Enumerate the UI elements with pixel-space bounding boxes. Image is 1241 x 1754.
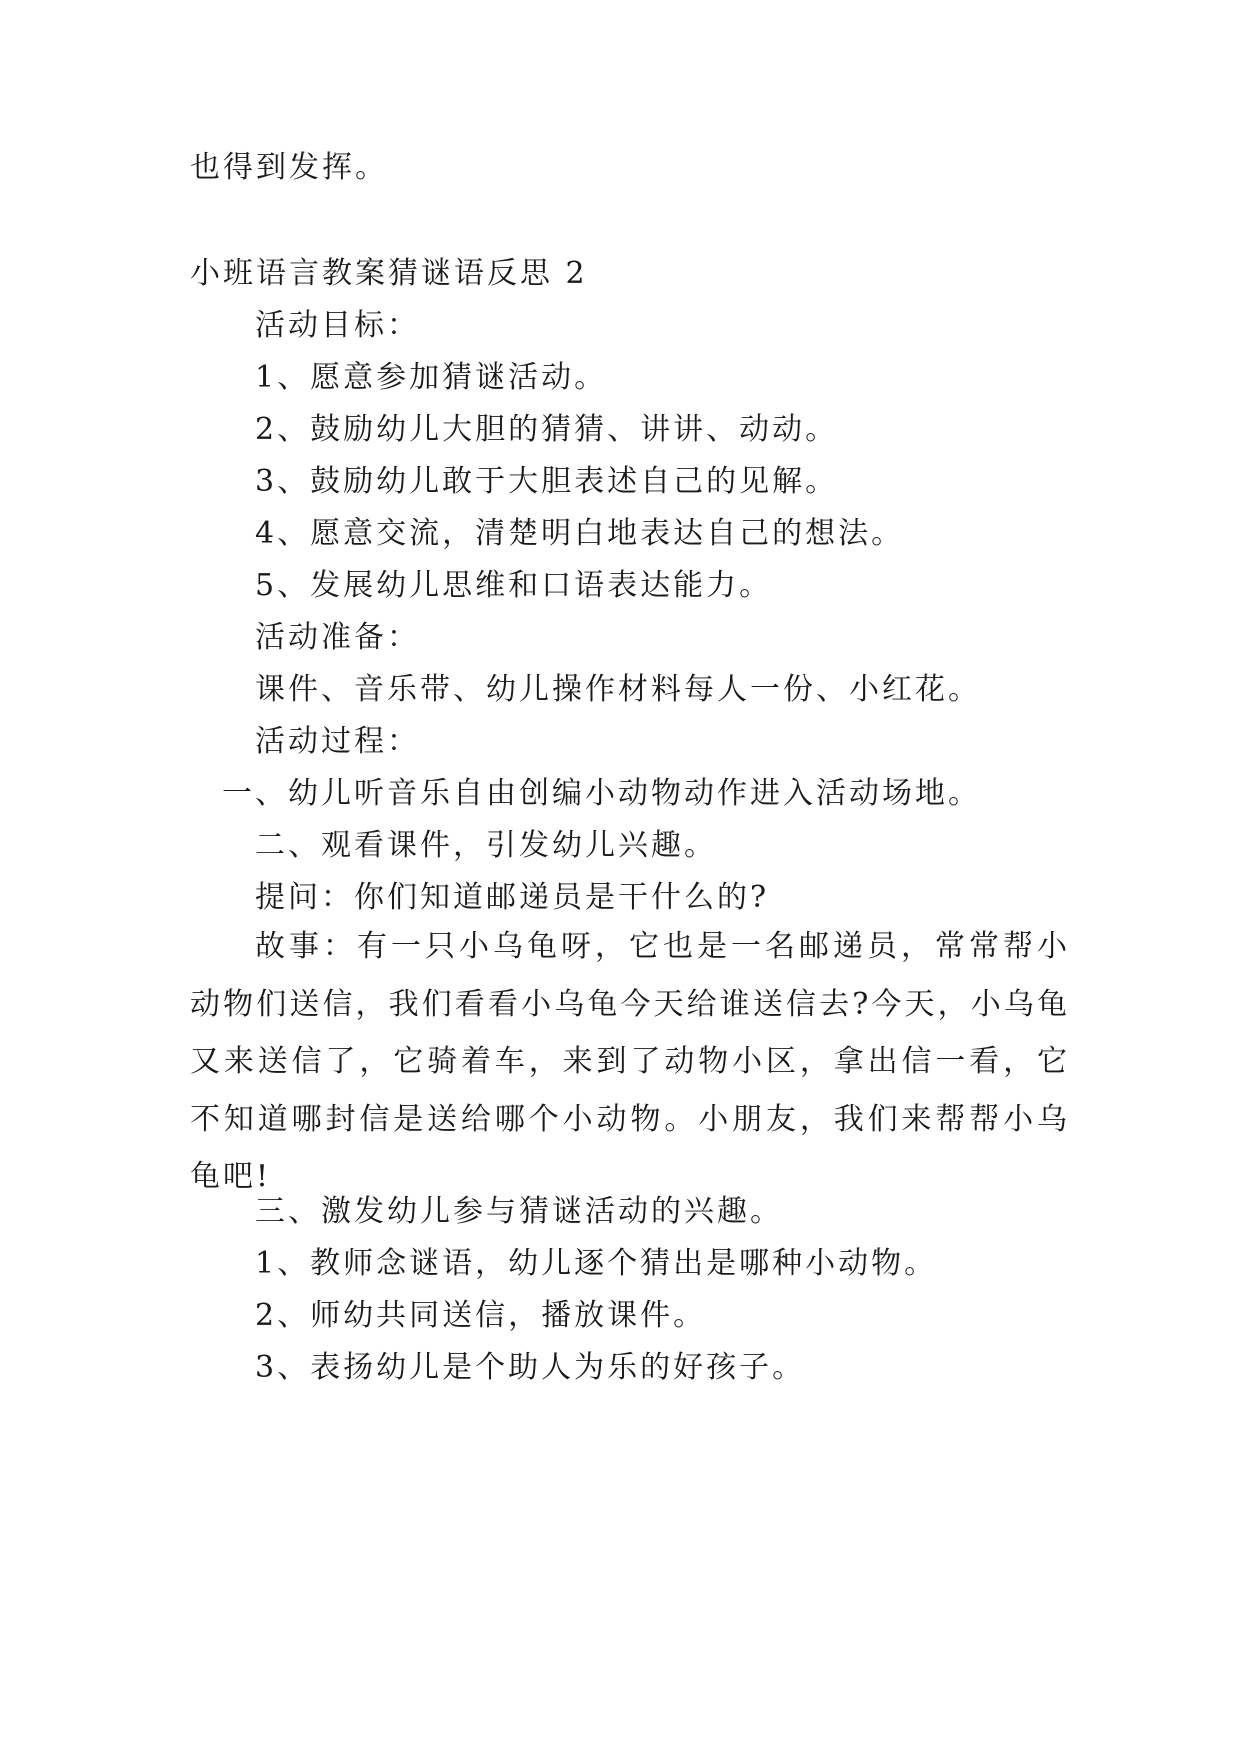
preparation-text: 课件、音乐带、幼儿操作材料每人一份、小红花。 — [255, 672, 981, 707]
goal-item-1: 1、愿意参加猜谜活动。 — [255, 360, 608, 395]
goal-item-3: 3、鼓励幼儿敢于大胆表述自己的见解。 — [255, 464, 839, 499]
sub-item-2: 2、师幼共同送信，播放课件。 — [255, 1298, 707, 1333]
goal-item-2: 2、鼓励幼儿大胆的猜猜、讲讲、动动。 — [255, 412, 839, 447]
preparation-heading: 活动准备： — [255, 620, 420, 655]
sub-item-1: 1、教师念谜语，幼儿逐个猜出是哪种小动物。 — [255, 1246, 938, 1281]
paragraph-continuation: 也得到发挥。 — [190, 150, 388, 185]
question-text: 提问：你们知道邮递员是干什么的? — [255, 880, 770, 915]
process-heading: 活动过程： — [255, 724, 420, 759]
section-title: 小班语言教案猜谜语反思 2 — [190, 256, 588, 291]
sub-item-3: 3、表扬幼儿是个助人为乐的好孩子。 — [255, 1350, 806, 1385]
goal-item-4: 4、愿意交流，清楚明白地表达自己的想法。 — [255, 516, 905, 551]
process-step-3: 三、激发幼儿参与猜谜活动的兴趣。 — [255, 1194, 783, 1229]
story-paragraph: 故事：有一只小乌龟呀，它也是一名邮递员，常常帮小动物们送信，我们看看小乌龟今天给谁送信去?今天，小乌龟又来送信了，它骑着车，来到了动物小区，拿出信一看，它不知道哪封信是送给哪个小动物。小朋友，我们来帮帮小乌龟吧! — [190, 929, 1070, 1194]
process-step-1: 一、幼儿听音乐自由创编小动物动作进入活动场地。 — [222, 776, 981, 811]
goals-heading: 活动目标： — [255, 308, 420, 343]
goal-item-5: 5、发展幼儿思维和口语表达能力。 — [255, 568, 773, 603]
process-step-2: 二、观看课件，引发幼儿兴趣。 — [255, 828, 717, 863]
